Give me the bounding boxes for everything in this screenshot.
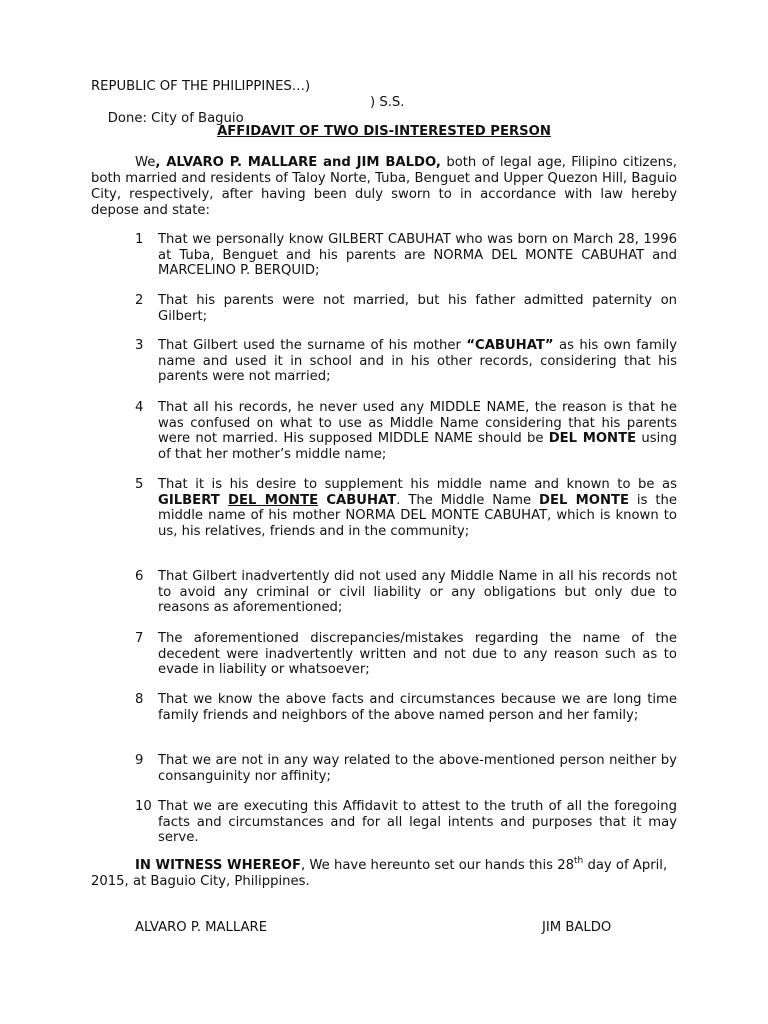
witness-paragraph xyxy=(91,858,677,890)
signatory-right: JIM BALDO xyxy=(542,920,612,935)
item-number: 3 xyxy=(135,338,144,353)
item-text xyxy=(158,338,677,385)
intro-text: both of legal age, Filipino citizens, both married and residents of Taloy Norte, Tuba, Benguet and Upper Quezon Hill, Baguio City, respectively, after having been duly sworn to in accordance with law hereby depose and state: xyxy=(91,155,677,218)
item-text: That we are not in any way related to the above-mentioned person neither by consanguinity nor affinity; xyxy=(158,753,677,784)
list-item xyxy=(135,232,677,279)
list-item xyxy=(135,799,677,846)
item-text: The aforementioned discrepancies/mistakes regarding the name of the decedent were inadvertently written and not due to any reason such as to evade in liability or whatsoever; xyxy=(158,631,677,677)
witness-text: , We have hereunto set our hands this 28 xyxy=(301,858,575,873)
list-item xyxy=(135,293,677,324)
header-venue: Done: City of Baguio xyxy=(107,111,244,126)
item-text: That we are executing this Affidavit to attest to the truth of all the foregoing facts and circumstances and for all legal intents and purposes that it may serve. xyxy=(158,799,677,845)
item-text-part: using of that her mother’s middle name; xyxy=(158,431,677,462)
list-item xyxy=(135,477,677,539)
item-number: 7 xyxy=(135,631,144,646)
item-text-part: That Gilbert used the surname of his mother xyxy=(158,338,467,353)
list-item xyxy=(135,753,677,784)
ordinal-suffix: th xyxy=(574,856,584,866)
affiant-names: , ALVARO P. MALLARE and JIM BALDO, xyxy=(155,155,441,170)
list-item xyxy=(135,692,677,723)
header-line-1: REPUBLIC OF THE PHILIPPINES…) xyxy=(91,79,311,94)
full-name-first: GILBERT xyxy=(158,492,229,508)
intro-paragraph xyxy=(91,155,677,219)
item-text xyxy=(158,477,677,539)
document-title: AFFIDAVIT OF TWO DIS-INTERESTED PERSON xyxy=(217,124,551,139)
list-item xyxy=(135,338,677,385)
item-text: That we personally know GILBERT CABUHAT who was born on March 28, 1996 at Tuba, Benguet and his parents are NORMA DEL MONTE CABUHAT and MARCELINO P. BERQUID; xyxy=(158,232,677,278)
item-text: That we know the above facts and circumstances because we are long time family friends and neighbors of the above named person and her family; xyxy=(158,692,677,723)
signatory-left: ALVARO P. MALLARE xyxy=(135,920,268,935)
item-number: 2 xyxy=(135,293,144,308)
item-number: 9 xyxy=(135,753,144,768)
item-number: 10 xyxy=(135,799,152,814)
surname-emphasis: “CABUHAT” xyxy=(466,338,554,353)
item-text xyxy=(158,400,677,462)
item-number: 8 xyxy=(135,692,144,707)
middle-name-emphasis: DEL MONTE xyxy=(548,431,637,446)
item-text: That Gilbert inadvertently did not used any Middle Name in all his records not to avoid any criminal or civil liability or any obligations but only due to reasons as aforementioned; xyxy=(158,569,677,615)
full-name-middle: DEL MONTE xyxy=(228,492,319,508)
list-item xyxy=(135,400,677,462)
header-ss: ) S.S. xyxy=(370,95,405,110)
item-text-part: That all his records, he never used any MIDDLE NAME, the reason is that he was confused on what to use as Middle Name considering that his parents were not married. His supposed MIDDLE NAME should be xyxy=(158,400,677,446)
witness-lead: IN WITNESS WHEREOF xyxy=(135,858,301,873)
middle-name-emphasis: DEL MONTE xyxy=(539,492,630,508)
witness-text: day of April, 2015, at Baguio City, Philippines. xyxy=(91,858,668,889)
item-number: 5 xyxy=(135,477,144,492)
intro-we: We xyxy=(135,155,156,170)
item-number: 6 xyxy=(135,569,144,584)
item-text: That his parents were not married, but his father admitted paternity on Gilbert; xyxy=(158,293,677,324)
item-number: 4 xyxy=(135,400,144,415)
item-text-part: That it is his desire to supplement his middle name and known to be as xyxy=(158,477,677,492)
item-text-part: as his own family name and used it in school and in his other records, considering that his parents were not married; xyxy=(158,338,677,384)
full-name-last: CABUHAT xyxy=(318,492,397,508)
list-item xyxy=(135,631,677,678)
item-text-part: is the middle name of his mother NORMA DEL MONTE CABUHAT, which is known to us, his relatives, friends and in the community; xyxy=(158,492,677,539)
item-text-part: . The Middle Name xyxy=(396,492,539,508)
list-item xyxy=(135,569,677,616)
item-number: 1 xyxy=(135,232,144,247)
